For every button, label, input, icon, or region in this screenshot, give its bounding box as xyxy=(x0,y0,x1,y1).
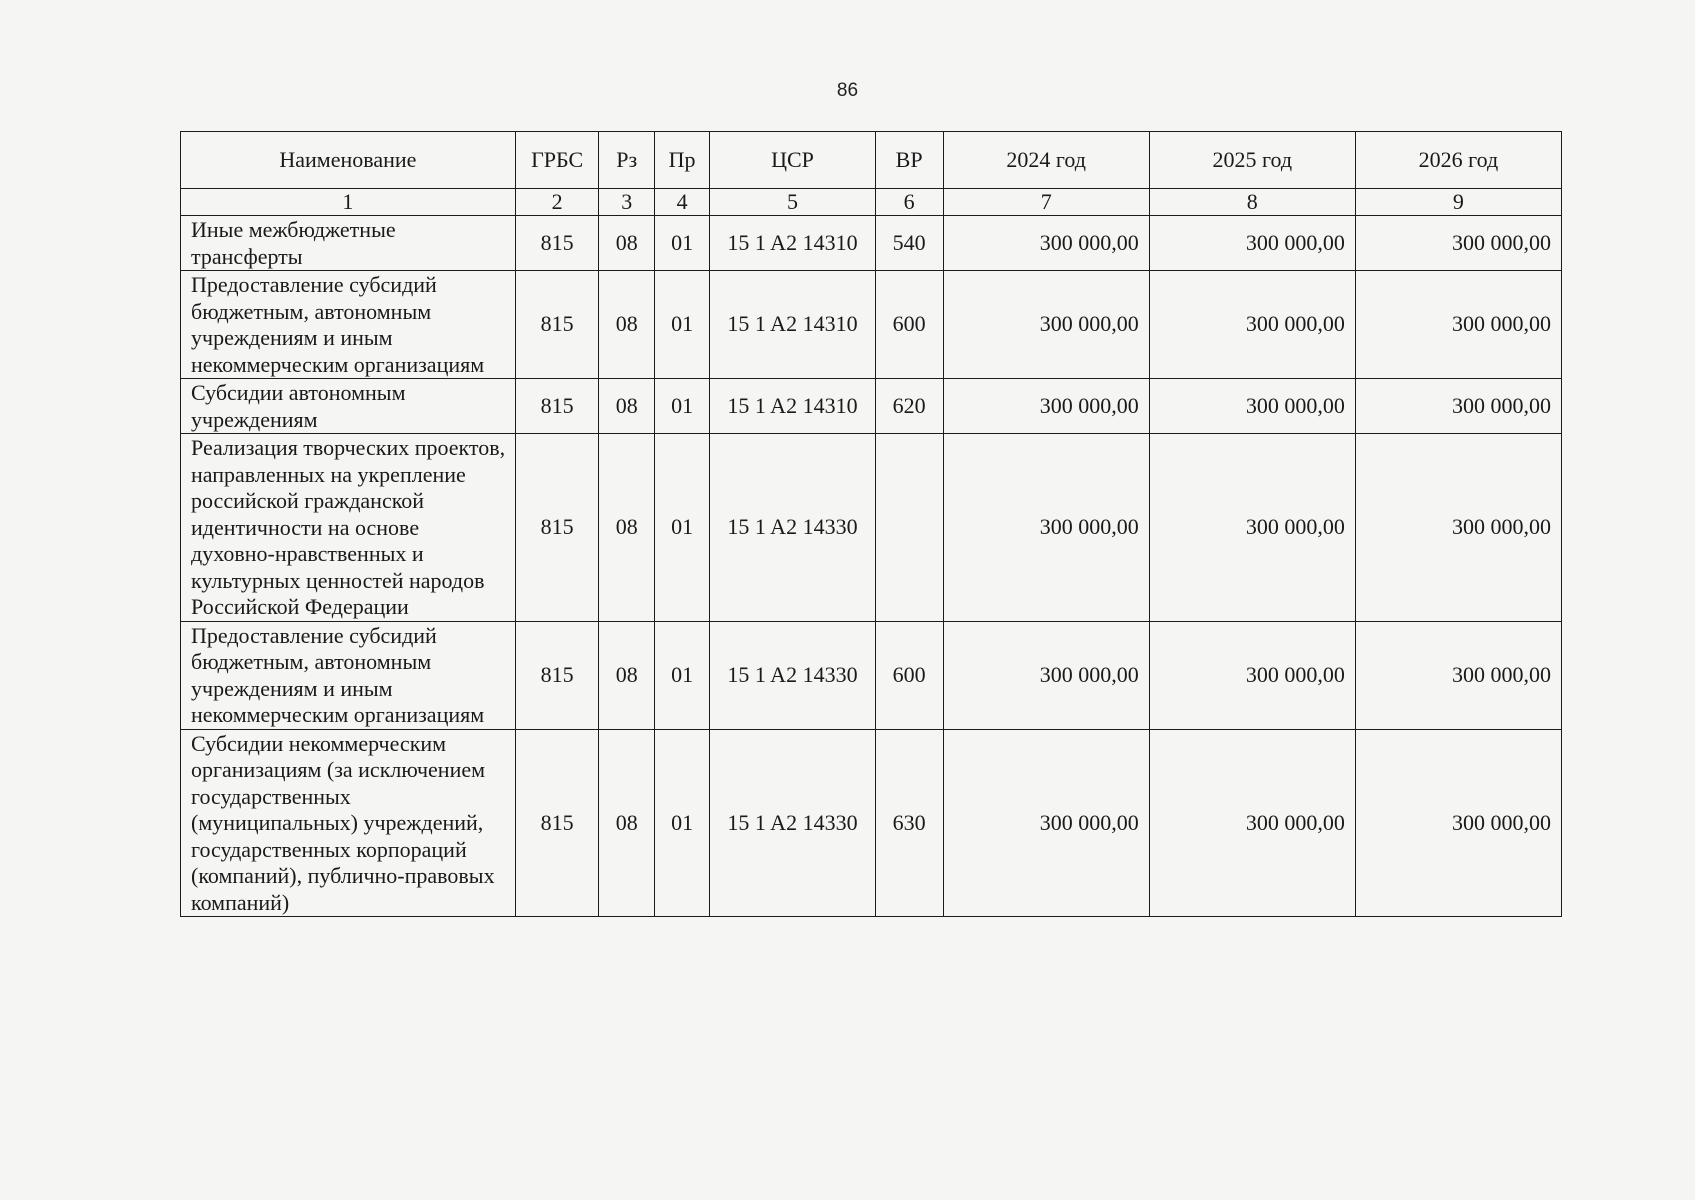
row-2024-cell: 300 000,00 xyxy=(943,271,1149,379)
row-name-cell: Реализация творческих проектов, направленных на укрепление российской гражданской идентичности на основе духовно-нравственных и культурных ценностей народов Российской Федерации xyxy=(181,434,516,622)
row-2024-cell: 300 000,00 xyxy=(943,729,1149,917)
header-csr: ЦСР xyxy=(710,132,875,189)
row-2024-cell: 300 000,00 xyxy=(943,216,1149,271)
table-row xyxy=(181,434,1562,622)
row-2025-cell: 300 000,00 xyxy=(1149,216,1355,271)
column-number: 7 xyxy=(943,189,1149,216)
table-row xyxy=(181,271,1562,379)
row-pr-cell: 01 xyxy=(654,729,709,917)
row-vr-cell xyxy=(875,434,943,622)
row-vr-cell: 600 xyxy=(875,271,943,379)
header-row xyxy=(181,132,1562,189)
row-2026-cell: 300 000,00 xyxy=(1355,434,1561,622)
row-2025-cell: 300 000,00 xyxy=(1149,621,1355,729)
column-number: 6 xyxy=(875,189,943,216)
column-number: 8 xyxy=(1149,189,1355,216)
row-vr-cell: 620 xyxy=(875,379,943,434)
header-2024: 2024 год xyxy=(943,132,1149,189)
row-name-cell: Предоставление субсидий бюджетным, автономным учреждениям и иным некоммерческим организациям xyxy=(181,621,516,729)
row-vr-cell: 600 xyxy=(875,621,943,729)
row-pr-cell: 01 xyxy=(654,379,709,434)
row-rz-cell: 08 xyxy=(599,216,654,271)
row-rz-cell: 08 xyxy=(599,621,654,729)
header-2025: 2025 год xyxy=(1149,132,1355,189)
row-name-cell: Субсидии автономным учреждениям xyxy=(181,379,516,434)
budget-table xyxy=(180,131,1562,917)
row-pr-cell: 01 xyxy=(654,216,709,271)
row-csr-cell: 15 1 A2 14310 xyxy=(710,216,875,271)
header-pr: Пр xyxy=(654,132,709,189)
row-grbs-cell: 815 xyxy=(515,621,599,729)
row-csr-cell: 15 1 A2 14310 xyxy=(710,379,875,434)
column-number: 1 xyxy=(181,189,516,216)
column-number-row xyxy=(181,189,1562,216)
row-vr-cell: 540 xyxy=(875,216,943,271)
row-grbs-cell: 815 xyxy=(515,271,599,379)
row-2026-cell: 300 000,00 xyxy=(1355,729,1561,917)
row-2024-cell: 300 000,00 xyxy=(943,621,1149,729)
row-pr-cell: 01 xyxy=(654,434,709,622)
row-grbs-cell: 815 xyxy=(515,216,599,271)
row-2026-cell: 300 000,00 xyxy=(1355,216,1561,271)
column-number: 9 xyxy=(1355,189,1561,216)
row-pr-cell: 01 xyxy=(654,271,709,379)
row-grbs-cell: 815 xyxy=(515,729,599,917)
row-2026-cell: 300 000,00 xyxy=(1355,271,1561,379)
row-rz-cell: 08 xyxy=(599,729,654,917)
column-number: 4 xyxy=(654,189,709,216)
row-2025-cell: 300 000,00 xyxy=(1149,271,1355,379)
row-2024-cell: 300 000,00 xyxy=(943,434,1149,622)
row-csr-cell: 15 1 A2 14330 xyxy=(710,434,875,622)
row-name-cell: Предоставление субсидий бюджетным, автономным учреждениям и иным некоммерческим организациям xyxy=(181,271,516,379)
table-row xyxy=(181,729,1562,917)
table-row xyxy=(181,379,1562,434)
column-number: 3 xyxy=(599,189,654,216)
row-2025-cell: 300 000,00 xyxy=(1149,729,1355,917)
row-2025-cell: 300 000,00 xyxy=(1149,379,1355,434)
header-grbs: ГРБС xyxy=(515,132,599,189)
row-name-cell: Иные межбюджетные трансферты xyxy=(181,216,516,271)
header-vr: ВР xyxy=(875,132,943,189)
row-name-cell: Субсидии некоммерческим организациям (за исключением государственных (муниципальных) учреждений, государственных корпораций (компаний), публично-правовых компаний) xyxy=(181,729,516,917)
column-number: 5 xyxy=(710,189,875,216)
header-rz: Рз xyxy=(599,132,654,189)
table-row xyxy=(181,216,1562,271)
row-csr-cell: 15 1 A2 14330 xyxy=(710,729,875,917)
row-rz-cell: 08 xyxy=(599,379,654,434)
row-2026-cell: 300 000,00 xyxy=(1355,379,1561,434)
row-pr-cell: 01 xyxy=(654,621,709,729)
row-grbs-cell: 815 xyxy=(515,434,599,622)
header-2026: 2026 год xyxy=(1355,132,1561,189)
row-2025-cell: 300 000,00 xyxy=(1149,434,1355,622)
row-rz-cell: 08 xyxy=(599,271,654,379)
row-csr-cell: 15 1 A2 14310 xyxy=(710,271,875,379)
table-row xyxy=(181,621,1562,729)
row-2024-cell: 300 000,00 xyxy=(943,379,1149,434)
header-name: Наименование xyxy=(181,132,516,189)
page-number: 86 xyxy=(836,80,859,101)
column-number: 2 xyxy=(515,189,599,216)
row-vr-cell: 630 xyxy=(875,729,943,917)
row-rz-cell: 08 xyxy=(599,434,654,622)
row-2026-cell: 300 000,00 xyxy=(1355,621,1561,729)
row-grbs-cell: 815 xyxy=(515,379,599,434)
row-csr-cell: 15 1 A2 14330 xyxy=(710,621,875,729)
